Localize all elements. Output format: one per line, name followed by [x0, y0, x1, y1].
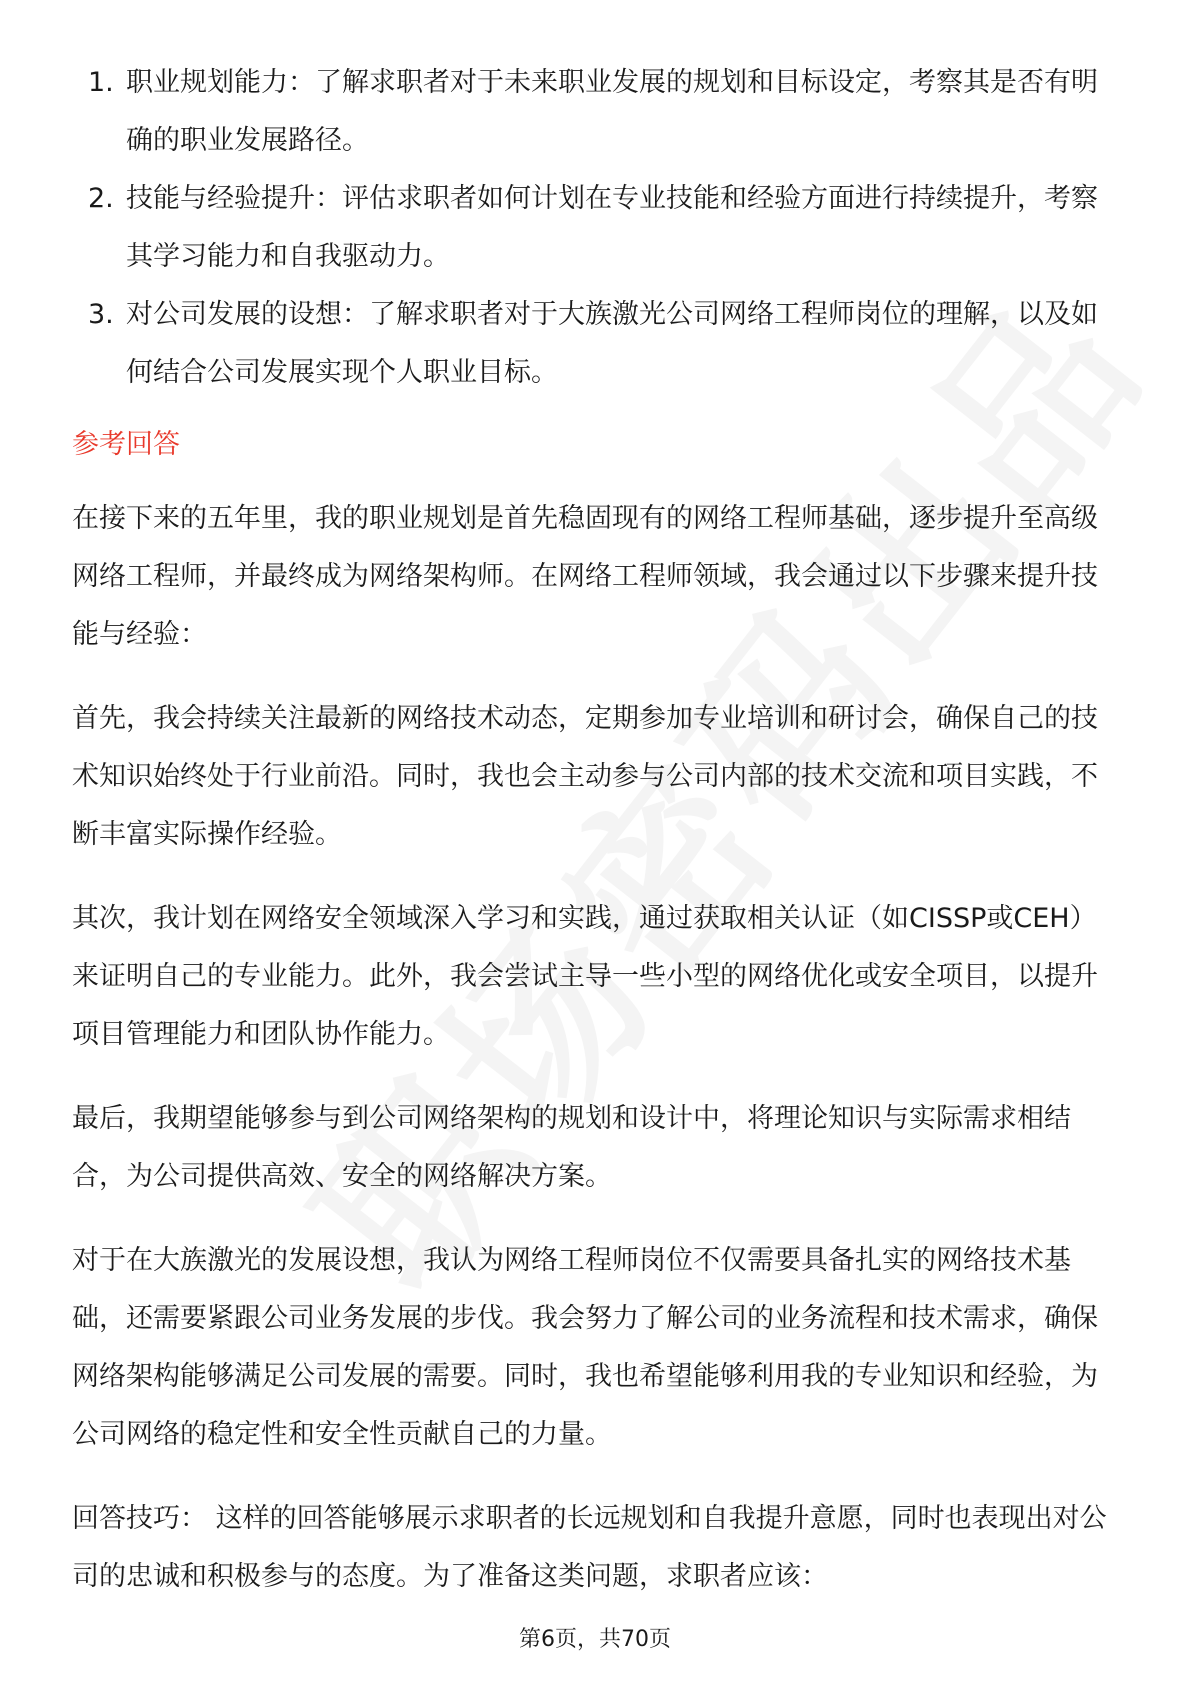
list-item-text: 技能与经验提升：评估求职者如何计划在专业技能和经验方面进行持续提升，考察其学习能力和自我驱动力。	[126, 183, 1098, 272]
paragraph: 回答技巧： 这样的回答能够展示求职者的长远规划和自我提升意愿，同时也表现出对公司的忠诚和积极参与的态度。为了准备这类问题，求职者应该：	[72, 1503, 1107, 1592]
list-item-number: 1.	[88, 67, 114, 98]
paragraph: 首先，我会持续关注最新的网络技术动态，定期参加专业培训和研讨会，确保自己的技术知识始终处于行业前沿。同时，我也会主动参与公司内部的技术交流和项目实践，不断丰富实际操作经验。	[72, 703, 1098, 850]
list-item-text: 职业规划能力：了解求职者对于未来职业发展的规划和目标设定，考察其是否有明确的职业发展路径。	[126, 67, 1098, 156]
list-item-number: 2.	[88, 183, 114, 214]
page-content	[72, 54, 1118, 1606]
paragraph: 其次，我计划在网络安全领域深入学习和实践，通过获取相关认证（如CISSP或CEH）来证明自己的专业能力。此外，我会尝试主导一些小型的网络优化或安全项目，以提升项目管理能力和团队协作能力。	[72, 903, 1098, 1050]
list-item-number: 3.	[88, 299, 114, 330]
list-item	[72, 286, 1118, 402]
paragraph: 在接下来的五年里，我的职业规划是首先稳固现有的网络工程师基础，逐步提升至高级网络工程师，并最终成为网络架构师。在网络工程师领域，我会通过以下步骤来提升技能与经验：	[72, 503, 1098, 650]
list-item-text: 对公司发展的设想：了解求职者对于大族激光公司网络工程师岗位的理解，以及如何结合公司发展实现个人职业目标。	[126, 299, 1098, 388]
paragraph: 对于在大族激光的发展设想，我认为网络工程师岗位不仅需要具备扎实的网络技术基础，还需要紧跟公司业务发展的步伐。我会努力了解公司的业务流程和技术需求，确保网络架构能够满足公司发展的需要。同时，我也希望能够利用我的专业知识和经验，为公司网络的稳定性和安全性贡献自己的力量。	[72, 1245, 1098, 1450]
page-footer: 第6页，共70页	[519, 1627, 671, 1652]
paragraph: 最后，我期望能够参与到公司网络架构的规划和设计中，将理论知识与实际需求相结合，为公司提供高效、安全的网络解决方案。	[72, 1103, 1071, 1192]
list-item	[72, 170, 1118, 286]
section-heading: 参考回答	[72, 429, 180, 460]
criteria-list	[72, 54, 1118, 402]
list-item	[72, 54, 1118, 170]
